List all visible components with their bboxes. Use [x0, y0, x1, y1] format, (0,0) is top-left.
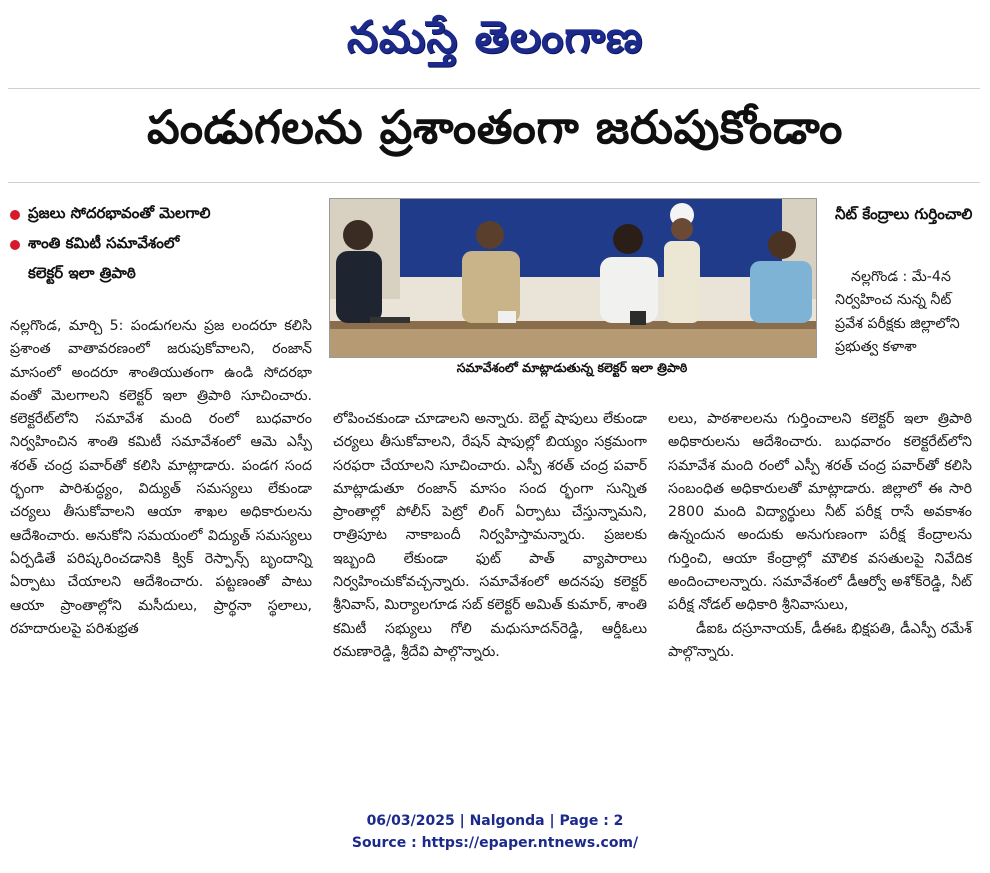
divider	[8, 88, 980, 89]
byline: కలెక్టర్ ఇలా త్రిపాఠి	[28, 264, 136, 282]
headline: పండుగలను ప్రశాంతంగా జరుపుకోండాం	[147, 100, 843, 154]
article-paragraph: లోపించకుండా చూడాలని అన్నారు. బెల్ట్ షాపులు లేకుండా చర్యలు తీసుకోవాలని, రేషన్ షాపుల్లో బియ్యం సక్రమంగా సరఫరా చేయాలని సూచించారు. ఎస్పీ శరత్ చంద్ర పవార్ మాట్లాడుతూ రంజాన్ మాసం సంద ర్భంగా సున్నిత ప్రాంతాల్లో పోలీస్ పెట్రో లింగ్ ఏర్పాటు చేస్తున్నామని, రాత్రిపూట నాకాబందీ నిర్వహిస్తామన్నారు. ప్రజలకు ఇబ్బంది లేకుండా ఫుట్ పాత్ వ్యాపారాలు నిర్వహించుకోవచ్చన్నారు. సమావేశంలో అదనపు కలెక్టర్ శ్రీనివాస్, మిర్యాలగూడ సబ్ కలెక్టర్ అమిత్ కుమార్, శాంతి కమిటీ సభ్యులు గోలి మధుసూదన్‌రెడ్డి, ఆర్డీఓలు రమణారెడ్డి, శ్రీదేవి పాల్గొన్నారు.	[333, 411, 647, 660]
article-paragraph: డీఐఓ దస్రూనాయక్, డీఈఓ భిక్షపతి, డీఎస్పీ రమేశ్ పాల్గొన్నారు.	[668, 620, 972, 660]
footer-date-page: 06/03/2025 | Nalgonda | Page : 2	[366, 813, 624, 829]
meeting-photo-illustration	[330, 199, 816, 357]
bullet-item	[10, 200, 320, 230]
side-article-title: నీట్ కేంద్రాలు గుర్తించాలి	[835, 205, 973, 223]
side-article-body	[835, 266, 980, 359]
bullet-dot-icon	[10, 240, 20, 250]
article-column-3	[668, 408, 972, 664]
bullet-dot-icon	[10, 210, 20, 220]
side-article-text: నల్లగొండ : మే-4న నిర్వహించ నున్న నీట్ ప్రవేశ పరీక్షకు జిల్లాలోని ప్రభుత్వ కళాశా	[835, 269, 960, 355]
footer	[0, 810, 990, 854]
article-paragraph: నల్లగొండ, మార్చి 5: పండుగలను ప్రజ లందరూ కలిసి ప్రశాంత వాతావరణంలో జరుపుకోవాలని, రంజాన్ మాసంలో అందరూ శాంతియుతంగా ఉండి సోదరభా వంతో మెలగాలని కలెక్టర్ ఇలా త్రిపాఠి సూచించారు. కలెక్టరేట్‌లోని సమావేశ మంది రంలో బుధవారం నిర్వహించిన శాంతి కమిటీ సమావేశంలో ఆమె ఎస్పీ శరత్ చంద్ర పవార్‌తో కలిసి మాట్లాడారు. పండగ సంద ర్భంగా పారిశుద్ధ్యం, విద్యుత్ సమస్యలు లేకుండా చర్యలు తీసుకోవాలని ఆయా శాఖల అధికారులను ఆదేశించారు. అనుకోని సమయంలో విద్యుత్ సమస్యలు ఏర్పడితే పరిష్కరించడానికి క్విక్ రెస్పాన్స్ బృందాన్ని ఏర్పాటు చేయాలని ఆదేశించారు. పట్టణంతో పాటు ఆయా ప్రాంతాల్లోని మసీదులు, ప్రార్థనా స్థలాలు, రహదారులపై పరిశుభ్రత	[10, 318, 312, 637]
article-column-1	[10, 315, 312, 641]
news-photo	[329, 198, 817, 358]
footer-source[interactable]: Source : https://epaper.ntnews.com/	[351, 835, 639, 851]
bullet-text: ప్రజలు సోదరభావంతో మెలగాలి	[28, 204, 211, 222]
bullet-text: శాంతి కమిటీ సమావేశంలో	[28, 234, 180, 252]
photo-caption: సమావేశంలో మాట్లాడుతున్న కలెక్టర్ ఇలా త్రిపాఠి	[456, 359, 688, 375]
masthead-title: నమస్తే తెలంగాణ	[346, 12, 644, 63]
divider	[8, 182, 980, 183]
masthead	[0, 0, 990, 86]
article-column-2	[333, 408, 647, 664]
bullet-item	[10, 230, 320, 260]
bullet-list	[10, 200, 320, 290]
article-paragraph: లలు, పాఠశాలలను గుర్తించాలని కలెక్టర్ ఇలా త్రిపాఠి అధికారులను ఆదేశించారు. బుధవారం కలెక్టరేట్‌లోని సమావేశ మంది రంలో ఎస్పీ శరత్ చంద్ర పవార్‌తో కలిసి సంబంధిత అధికారులతో మాట్లాడారు. జిల్లాలో ఈ సారి 2800 మంది విద్యార్థులు నీట్ పరీక్ష రాసే అవకాశం ఉన్నందున అందుకు అనుగుణంగా పరీక్ష కేంద్రాలను గుర్తించి, ఆయా కేంద్రాల్లో మౌలిక వసతులపై నివేదిక అందించాలన్నారు. సమావేశంలో డీఆర్వో అశోక్‌రెడ్డి, నీట్ పరీక్ష నోడల్ అధికారి శ్రీనివాసులు,	[668, 411, 972, 614]
